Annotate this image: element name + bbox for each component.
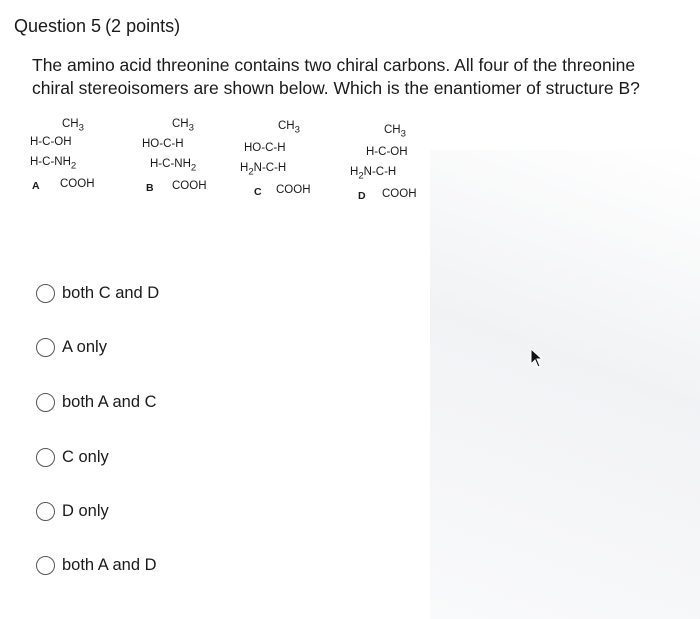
option-d-only[interactable] xyxy=(36,498,109,524)
structure-c-label: C xyxy=(254,186,262,198)
option-label: C only xyxy=(62,447,109,466)
radio-button[interactable] xyxy=(36,448,55,467)
option-a-only[interactable] xyxy=(36,334,107,360)
option-both-c-and-d[interactable] xyxy=(36,280,159,306)
photo-glare xyxy=(430,150,700,619)
structure-c-row2: $H_2N‑C‑H$ xyxy=(240,162,287,178)
option-label: both A and C xyxy=(62,392,157,411)
option-label: A only xyxy=(62,337,107,356)
option-label: both C and D xyxy=(62,283,160,302)
structure-b-row1: HO‑C‑H xyxy=(142,138,184,150)
radio-button[interactable] xyxy=(36,284,55,303)
structure-b-row2: $H‑C‑NH_2$ xyxy=(150,158,197,174)
question-text-line-1: The amino acid threonine contains two chiral carbons. All four of the threonine xyxy=(32,55,636,75)
structure-b-top: $CH_3$ xyxy=(172,118,194,134)
structure-d-label: D xyxy=(358,190,366,202)
mouse-pointer-icon xyxy=(530,348,544,368)
structure-a-row1: H‑C‑OH xyxy=(30,136,72,148)
structure-c-top: $CH_3$ xyxy=(278,120,300,136)
option-label: both A and D xyxy=(62,555,157,574)
question-title: Question 5 xyxy=(14,16,102,36)
question-text-line-2: chiral stereoisomers are shown below. Which is the enantiomer of structure B? xyxy=(32,78,640,98)
radio-button[interactable] xyxy=(36,338,55,357)
question-text xyxy=(32,54,698,100)
question-header xyxy=(14,16,180,37)
structure-b-bottom: COOH xyxy=(172,180,207,192)
structure-a-bottom: COOH xyxy=(60,178,95,190)
radio-button[interactable] xyxy=(36,393,55,412)
option-both-a-and-d[interactable] xyxy=(36,552,157,578)
option-label: D only xyxy=(62,501,109,520)
structure-a-label: A xyxy=(32,180,40,192)
structure-a-row2: $H‑C‑NH_2$ xyxy=(30,156,77,172)
structure-c-bottom: COOH xyxy=(276,184,311,196)
structure-d-row1: H‑C‑OH xyxy=(366,146,408,158)
structure-a-top: $CH_3$ xyxy=(62,118,84,134)
structure-b-label: B xyxy=(146,182,154,194)
question-points: (2 points) xyxy=(105,16,181,36)
structure-d-row2: $H_2N‑C‑H$ xyxy=(350,166,397,182)
option-both-a-and-c[interactable] xyxy=(36,389,157,415)
radio-button[interactable] xyxy=(36,502,55,521)
structure-d-bottom: COOH xyxy=(382,188,417,200)
structure-d-top: $CH_3$ xyxy=(384,124,406,140)
option-c-only[interactable] xyxy=(36,444,109,470)
radio-button[interactable] xyxy=(36,556,55,575)
structure-c-row1: HO‑C‑H xyxy=(244,142,286,154)
